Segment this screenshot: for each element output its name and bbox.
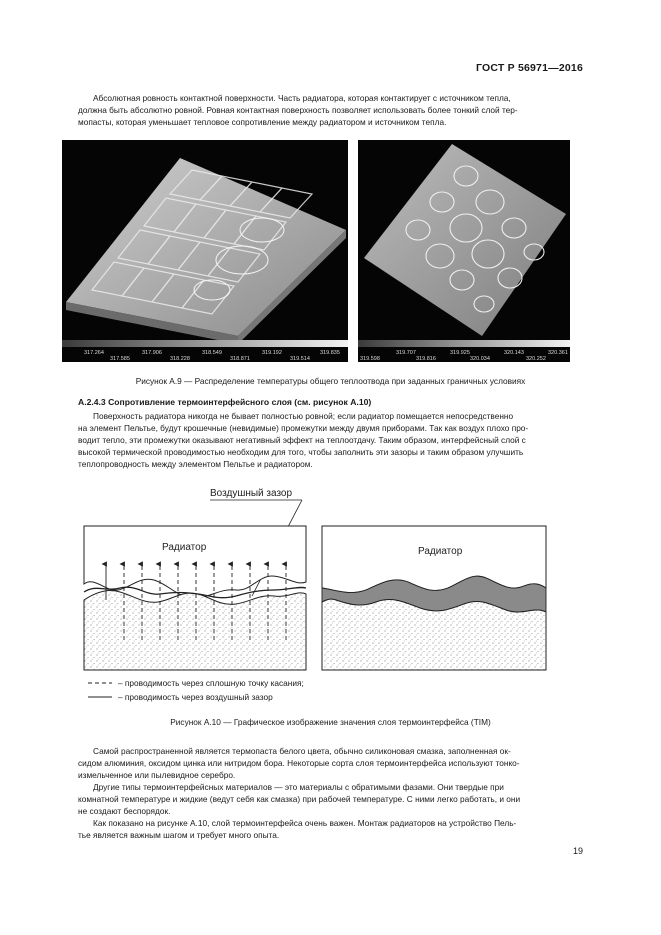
air-gap-label: Воздушный зазор bbox=[210, 488, 293, 499]
section-line: Поверхность радиатора никогда не бывает полностью ровной; если радиатор помещается непосредственно bbox=[93, 411, 514, 421]
thermal-image-right bbox=[358, 140, 570, 362]
section-title: А.2.4.3 Сопротивление термоинтерфейсного слоя (см. рисунок А.10) bbox=[78, 397, 372, 407]
scale-tick-label: 318.549 bbox=[202, 350, 222, 356]
intro-paragraph bbox=[78, 92, 584, 128]
scale-tick-label: 319.192 bbox=[262, 350, 282, 356]
legend-dashed-label: – проводимость через сплошную точку касания; bbox=[118, 678, 304, 688]
section-line: на элемент Пельтье, будут крошечные (невидимые) промежутки между двумя приборами. Так как воздух плохо про- bbox=[78, 423, 529, 433]
radiator-label-right: Радиатор bbox=[418, 546, 463, 557]
section-paragraph bbox=[78, 410, 584, 470]
thermal-heatsink-right-render bbox=[358, 140, 570, 362]
right-panel bbox=[322, 526, 546, 670]
closing-line: комнатной температуре и жидкие (ведут себя как смазка) при рабочей температуре. С ними легко работать, и они bbox=[78, 794, 521, 804]
section-line: высокой термической проводимостью необходим для того, чтобы заполнить эти зазоры и таким образом улучшить bbox=[78, 447, 524, 457]
closing-line: тье является важным шагом и требует много опыта. bbox=[78, 830, 280, 840]
peltier-surface-left bbox=[84, 590, 306, 670]
closing-line: не создают беспорядок. bbox=[78, 806, 171, 816]
closing-line: Как показано на рисунке А.10, слой термоинтерфейса очень важен. Монтаж радиаторов на устройство Пель- bbox=[93, 818, 517, 828]
scale-tick-label: 320.034 bbox=[470, 356, 490, 362]
closing-line: измельченное или пылевидное серебро. bbox=[78, 770, 236, 780]
closing-line: Другие типы термоинтерфейсных материалов — это материалы с обратимыми фазами. Они твердые при bbox=[93, 782, 504, 792]
scale-tick-label: 319.707 bbox=[396, 350, 416, 356]
intro-line: мопасты, которая уменьшает тепловое сопротивление между радиатором и источником тепла. bbox=[78, 117, 447, 127]
document-standard-number: ГОСТ Р 56971—2016 bbox=[475, 62, 583, 74]
legend-item-solid bbox=[88, 692, 273, 702]
figure-a9-caption: Рисунок А.9 — Распределение температуры общего теплоотвода при заданных граничных условиях bbox=[135, 376, 526, 386]
thermal-image-left bbox=[62, 140, 348, 362]
scale-tick-label: 319.514 bbox=[290, 356, 310, 362]
dashed-line-swatch bbox=[88, 680, 112, 686]
tim-diagram bbox=[60, 480, 580, 680]
solid-line-swatch bbox=[88, 694, 112, 700]
scale-tick-label: 317.585 bbox=[110, 356, 130, 362]
closing-paragraph-2 bbox=[78, 781, 584, 817]
scale-tick-label: 319.925 bbox=[450, 350, 470, 356]
left-panel bbox=[84, 526, 306, 670]
scale-tick-label: 317.906 bbox=[142, 350, 162, 356]
scale-tick-label: 319.835 bbox=[320, 350, 340, 356]
scale-tick-label: 319.598 bbox=[360, 356, 380, 362]
scale-tick-label: 318.228 bbox=[170, 356, 190, 362]
figure-a10-caption: Рисунок А.10 — Графическое изображение значения слоя термоинтерфейса (TIM) bbox=[170, 717, 491, 727]
legend-solid-label: – проводимость через воздушный зазор bbox=[118, 692, 273, 702]
intro-line: Абсолютная ровность контактной поверхности. Часть радиатора, которая контактирует с источником тепла, bbox=[93, 93, 511, 103]
closing-paragraph-1 bbox=[78, 745, 584, 781]
closing-line: Самой распространенной является термопаста белого цвета, обычно силиконовая смазка, заполненная ок- bbox=[93, 746, 511, 756]
thermal-heatsink-left-render bbox=[62, 140, 348, 362]
closing-line: сидом алюминия, оксидом цинка или нитридом бора. Некоторые сорта слоя термоинтерфейса используют тонко- bbox=[78, 758, 520, 768]
section-line: водит тепло, эти промежутки оказывают негативный эффект на теплоотдачу. Таким образом, интерфейсный слой с bbox=[78, 435, 526, 445]
scale-tick-label: 320.252 bbox=[526, 356, 546, 362]
intro-line: должна быть абсолютно ровной. Ровная контактная поверхность позволяет использовать более тонкий слой тер- bbox=[78, 105, 518, 115]
section-line: теплопроводность между элементом Пельтье и радиатором. bbox=[78, 459, 313, 469]
scale-tick-label: 319.816 bbox=[416, 356, 436, 362]
scale-tick-label: 320.143 bbox=[504, 350, 524, 356]
legend-item-dashed bbox=[88, 678, 304, 688]
closing-paragraph-3 bbox=[78, 817, 584, 841]
scale-tick-label: 320.361 bbox=[548, 350, 568, 356]
page-number: 19 bbox=[572, 846, 583, 856]
scale-tick-label: 317.264 bbox=[84, 350, 104, 356]
scale-tick-label: 318.871 bbox=[230, 356, 250, 362]
radiator-label-left: Радиатор bbox=[162, 542, 207, 553]
